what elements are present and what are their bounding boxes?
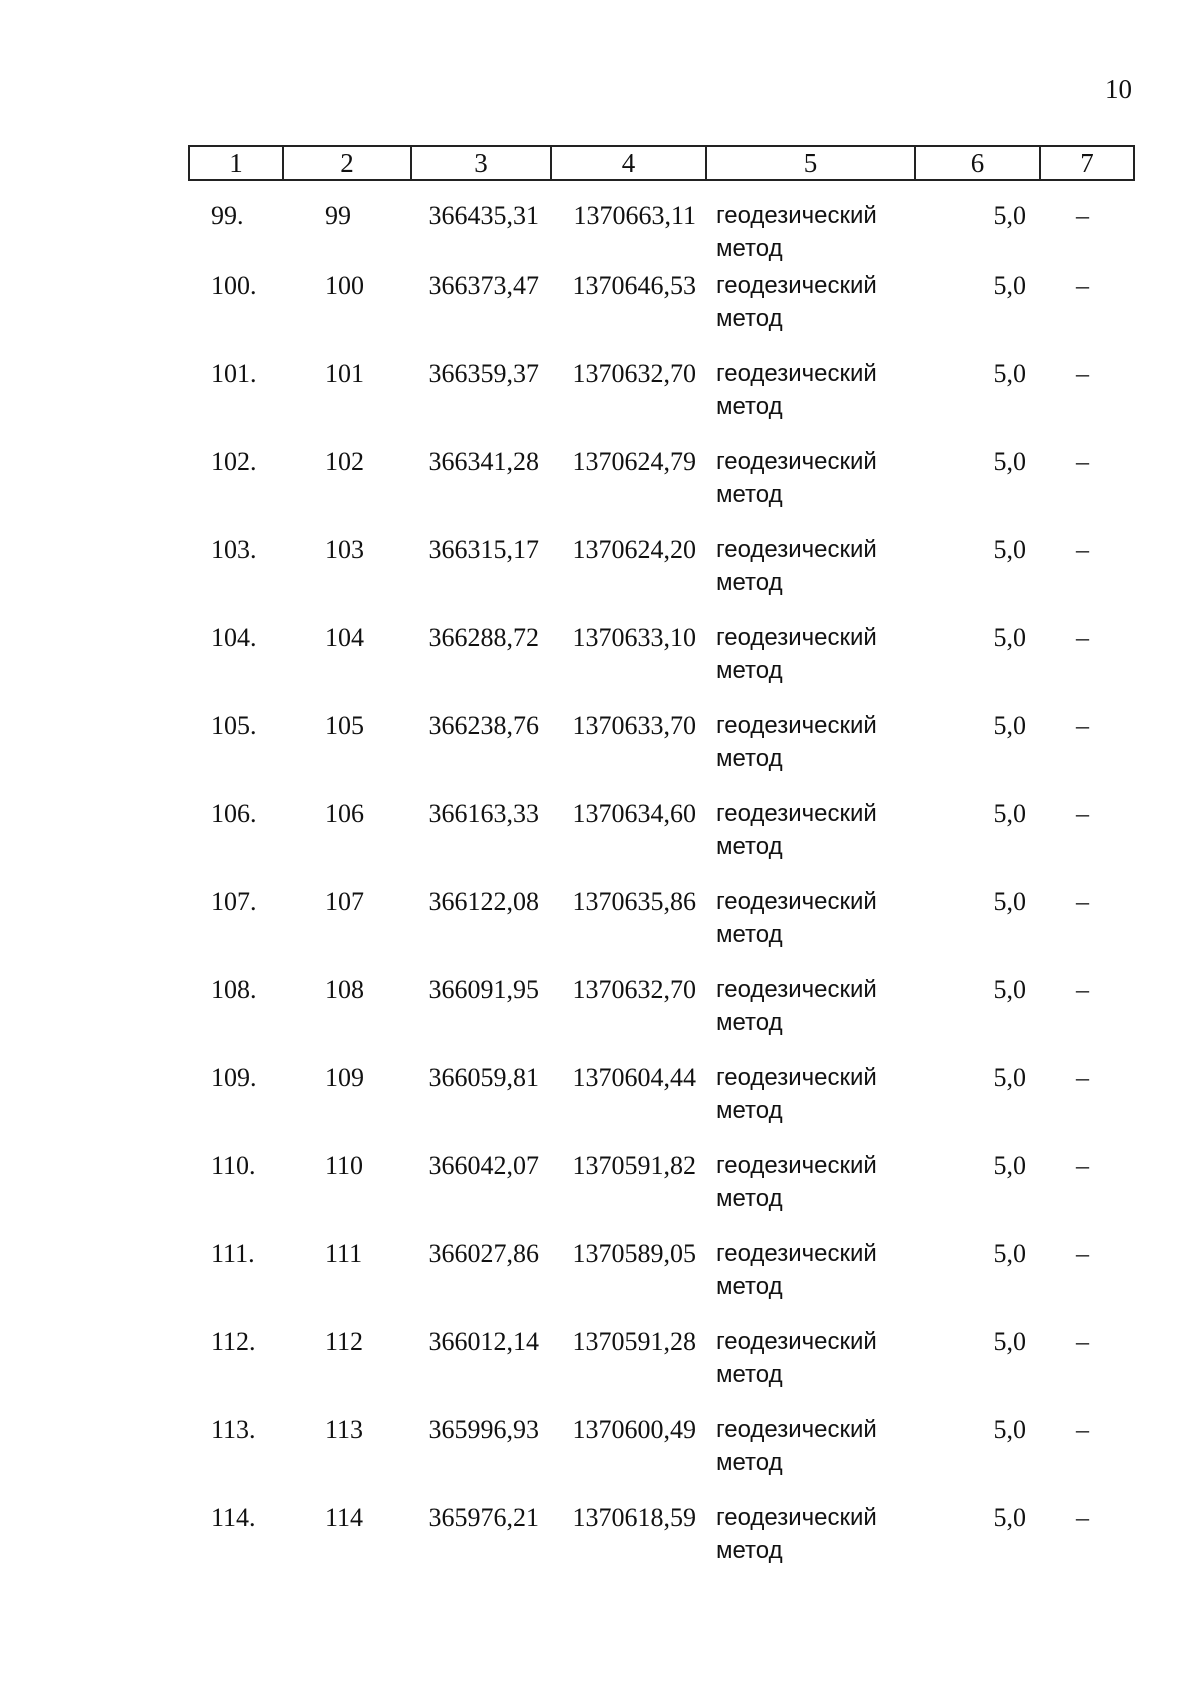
table-row xyxy=(189,1325,1134,1413)
table-row xyxy=(189,357,1134,445)
method-cell: геодезический метод xyxy=(716,1328,877,1388)
x-coordinate-cell: 366042,07 xyxy=(428,1151,539,1180)
header-cell-4: 4 xyxy=(551,146,706,180)
row-number-cell: 109. xyxy=(211,1063,257,1092)
table-row xyxy=(189,1501,1134,1589)
row-number-cell: 106. xyxy=(211,799,257,828)
note-cell: – xyxy=(1076,1239,1089,1268)
note-cell: – xyxy=(1076,887,1089,916)
x-coordinate-cell: 366059,81 xyxy=(428,1063,539,1092)
row-number-cell: 111. xyxy=(211,1239,255,1268)
method-cell: геодезический метод xyxy=(716,272,877,332)
table-row xyxy=(189,180,1134,269)
accuracy-cell: 5,0 xyxy=(993,1415,1026,1444)
table-row xyxy=(189,621,1134,709)
method-cell: геодезический метод xyxy=(716,712,877,772)
method-cell: геодезический метод xyxy=(716,1416,877,1476)
page-number: 10 xyxy=(1105,74,1132,104)
x-coordinate-cell: 366288,72 xyxy=(428,623,539,652)
y-coordinate-cell: 1370634,60 xyxy=(572,799,696,828)
note-cell: – xyxy=(1076,535,1089,564)
x-coordinate-cell: 366359,37 xyxy=(428,359,539,388)
note-cell: – xyxy=(1076,1503,1089,1532)
x-coordinate-cell: 365976,21 xyxy=(428,1503,539,1532)
x-coordinate-cell: 366012,14 xyxy=(428,1327,539,1356)
header-cell-2: 2 xyxy=(283,146,411,180)
table-header xyxy=(189,146,1134,180)
row-number-cell: 113. xyxy=(211,1415,256,1444)
point-id-cell: 114 xyxy=(325,1503,364,1532)
note-cell: – xyxy=(1076,359,1089,388)
table-body xyxy=(189,180,1134,1589)
point-id-cell: 99 xyxy=(325,201,351,230)
point-id-cell: 113 xyxy=(325,1415,364,1444)
accuracy-cell: 5,0 xyxy=(993,447,1026,476)
method-cell: геодезический метод xyxy=(716,448,877,508)
header-cell-7: 7 xyxy=(1040,146,1134,180)
accuracy-cell: 5,0 xyxy=(993,271,1026,300)
row-number-cell: 114. xyxy=(211,1503,256,1532)
table-row xyxy=(189,973,1134,1061)
coordinates-table-container xyxy=(188,145,1133,1589)
method-cell: геодезический метод xyxy=(716,1064,877,1124)
header-cell-1: 1 xyxy=(189,146,283,180)
point-id-cell: 103 xyxy=(325,535,364,564)
note-cell: – xyxy=(1076,1151,1089,1180)
note-cell: – xyxy=(1076,447,1089,476)
header-cell-6: 6 xyxy=(915,146,1040,180)
y-coordinate-cell: 1370632,70 xyxy=(572,359,696,388)
method-cell: геодезический метод xyxy=(716,888,877,948)
x-coordinate-cell: 366027,86 xyxy=(428,1239,539,1268)
x-coordinate-cell: 365996,93 xyxy=(428,1415,539,1444)
table-row xyxy=(189,269,1134,357)
x-coordinate-cell: 366315,17 xyxy=(428,535,539,564)
y-coordinate-cell: 1370589,05 xyxy=(572,1239,696,1268)
note-cell: – xyxy=(1076,975,1089,1004)
table-row xyxy=(189,885,1134,973)
note-cell: – xyxy=(1076,623,1089,652)
x-coordinate-cell: 366091,95 xyxy=(428,975,539,1004)
table-row xyxy=(189,1237,1134,1325)
note-cell: – xyxy=(1076,1415,1089,1444)
method-cell: геодезический метод xyxy=(716,536,877,596)
row-number-cell: 104. xyxy=(211,623,257,652)
x-coordinate-cell: 366122,08 xyxy=(428,887,539,916)
method-cell: геодезический метод xyxy=(716,1152,877,1212)
header-cell-5: 5 xyxy=(706,146,915,180)
point-id-cell: 100 xyxy=(325,271,364,300)
accuracy-cell: 5,0 xyxy=(993,535,1026,564)
method-cell: геодезический метод xyxy=(716,976,877,1036)
y-coordinate-cell: 1370591,28 xyxy=(572,1327,696,1356)
method-cell: геодезический метод xyxy=(716,800,877,860)
table-row xyxy=(189,1061,1134,1149)
note-cell: – xyxy=(1076,711,1089,740)
accuracy-cell: 5,0 xyxy=(993,799,1026,828)
row-number-cell: 99. xyxy=(211,201,244,230)
y-coordinate-cell: 1370624,79 xyxy=(572,447,696,476)
note-cell: – xyxy=(1076,201,1089,230)
y-coordinate-cell: 1370591,82 xyxy=(572,1151,696,1180)
method-cell: геодезический метод xyxy=(716,1240,877,1300)
method-cell: геодезический метод xyxy=(716,1504,877,1564)
accuracy-cell: 5,0 xyxy=(993,1239,1026,1268)
coordinates-table xyxy=(188,145,1135,1589)
point-id-cell: 107 xyxy=(325,887,364,916)
y-coordinate-cell: 1370624,20 xyxy=(572,535,696,564)
row-number-cell: 101. xyxy=(211,359,257,388)
x-coordinate-cell: 366238,76 xyxy=(428,711,539,740)
table-row xyxy=(189,797,1134,885)
point-id-cell: 108 xyxy=(325,975,364,1004)
accuracy-cell: 5,0 xyxy=(993,359,1026,388)
point-id-cell: 101 xyxy=(325,359,364,388)
accuracy-cell: 5,0 xyxy=(993,1503,1026,1532)
y-coordinate-cell: 1370600,49 xyxy=(572,1415,696,1444)
x-coordinate-cell: 366341,28 xyxy=(428,447,539,476)
method-cell: геодезический метод xyxy=(716,360,877,420)
y-coordinate-cell: 1370633,10 xyxy=(572,623,696,652)
note-cell: – xyxy=(1076,271,1089,300)
row-number-cell: 102. xyxy=(211,447,257,476)
accuracy-cell: 5,0 xyxy=(993,887,1026,916)
row-number-cell: 103. xyxy=(211,535,257,564)
x-coordinate-cell: 366163,33 xyxy=(428,799,539,828)
y-coordinate-cell: 1370632,70 xyxy=(572,975,696,1004)
table-row xyxy=(189,709,1134,797)
note-cell: – xyxy=(1076,1327,1089,1356)
table-row xyxy=(189,1413,1134,1501)
point-id-cell: 106 xyxy=(325,799,364,828)
row-number-cell: 107. xyxy=(211,887,257,916)
method-cell: геодезический метод xyxy=(716,202,877,262)
y-coordinate-cell: 1370618,59 xyxy=(572,1503,696,1532)
row-number-cell: 110. xyxy=(211,1151,256,1180)
x-coordinate-cell: 366373,47 xyxy=(428,271,539,300)
y-coordinate-cell: 1370646,53 xyxy=(572,271,696,300)
accuracy-cell: 5,0 xyxy=(993,711,1026,740)
accuracy-cell: 5,0 xyxy=(993,1063,1026,1092)
header-row xyxy=(189,146,1134,180)
method-cell: геодезический метод xyxy=(716,624,877,684)
accuracy-cell: 5,0 xyxy=(993,201,1026,230)
accuracy-cell: 5,0 xyxy=(993,1327,1026,1356)
point-id-cell: 112 xyxy=(325,1327,364,1356)
y-coordinate-cell: 1370663,11 xyxy=(573,201,696,230)
note-cell: – xyxy=(1076,1063,1089,1092)
row-number-cell: 100. xyxy=(211,271,257,300)
row-number-cell: 112. xyxy=(211,1327,256,1356)
point-id-cell: 109 xyxy=(325,1063,364,1092)
note-cell: – xyxy=(1076,799,1089,828)
point-id-cell: 110 xyxy=(325,1151,364,1180)
point-id-cell: 111 xyxy=(325,1239,363,1268)
point-id-cell: 105 xyxy=(325,711,364,740)
table-row xyxy=(189,1149,1134,1237)
point-id-cell: 104 xyxy=(325,623,364,652)
row-number-cell: 105. xyxy=(211,711,257,740)
point-id-cell: 102 xyxy=(325,447,364,476)
table-row xyxy=(189,445,1134,533)
x-coordinate-cell: 366435,31 xyxy=(428,201,539,230)
accuracy-cell: 5,0 xyxy=(993,623,1026,652)
y-coordinate-cell: 1370633,70 xyxy=(572,711,696,740)
y-coordinate-cell: 1370635,86 xyxy=(572,887,696,916)
accuracy-cell: 5,0 xyxy=(993,975,1026,1004)
y-coordinate-cell: 1370604,44 xyxy=(572,1063,696,1092)
table-row xyxy=(189,533,1134,621)
accuracy-cell: 5,0 xyxy=(993,1151,1026,1180)
row-number-cell: 108. xyxy=(211,975,257,1004)
header-cell-3: 3 xyxy=(411,146,551,180)
